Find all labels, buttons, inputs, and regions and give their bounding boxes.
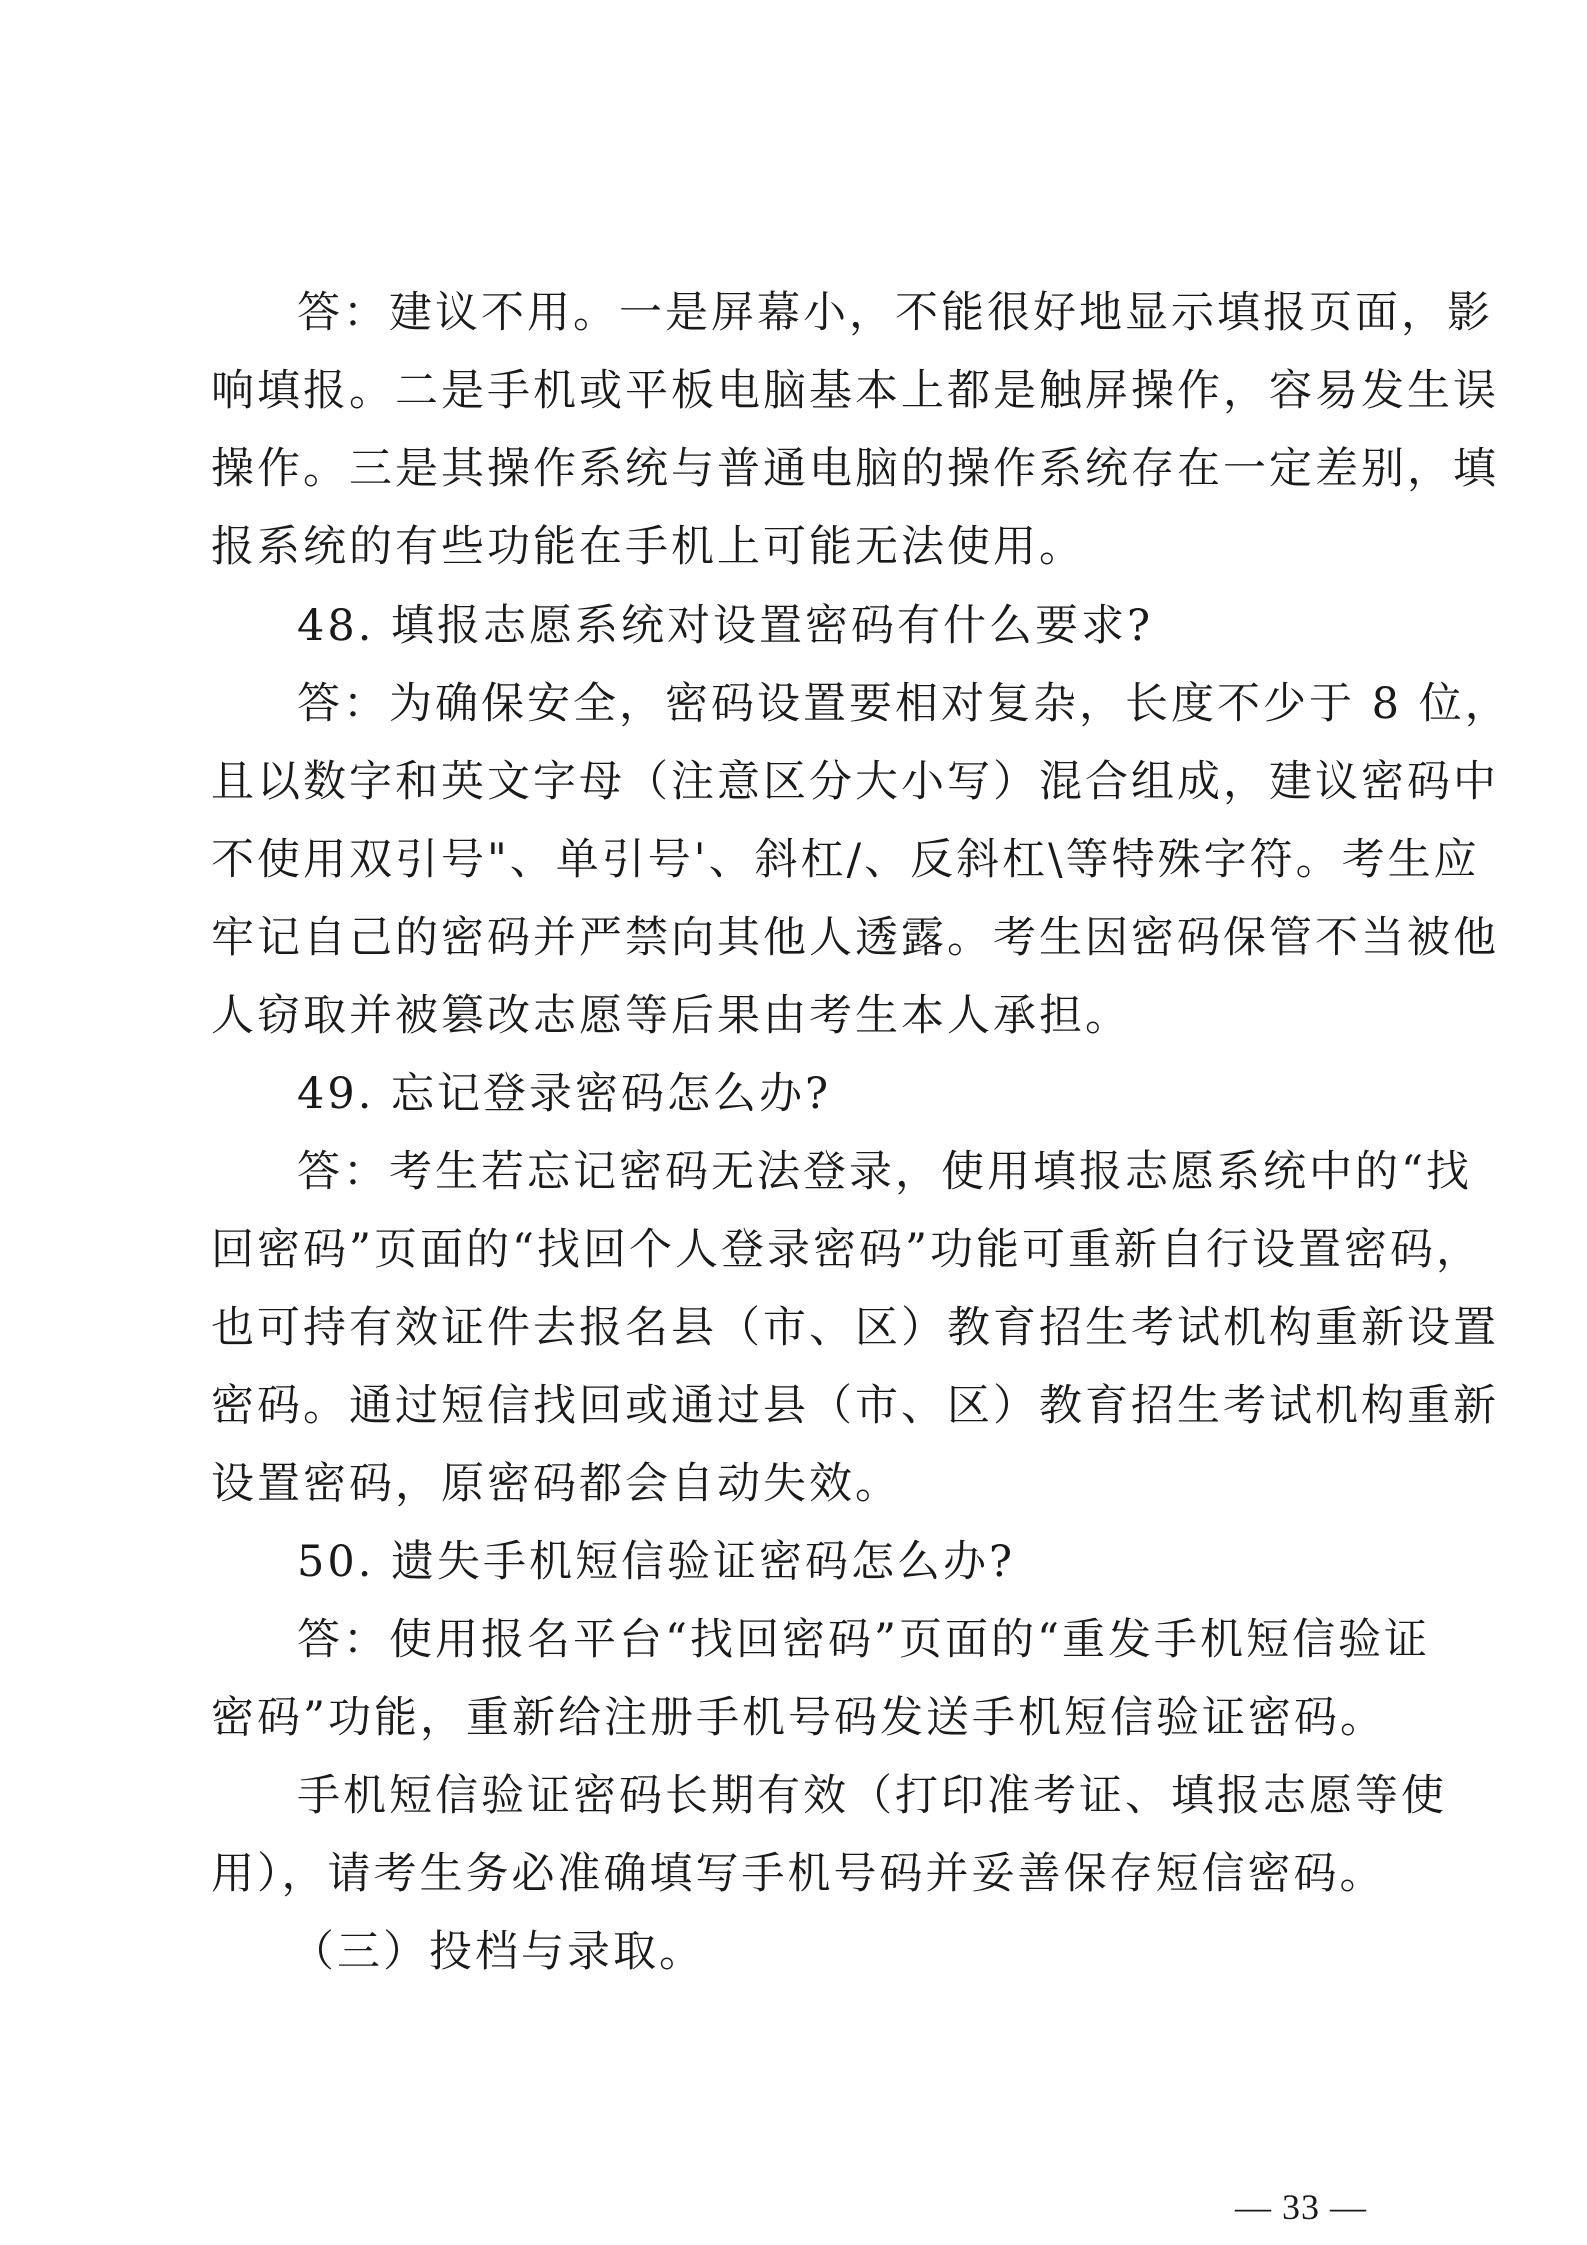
answer-49-line-3: 也可持有效证件去报名县（市、区）教育招生考试机构重新设置 — [211, 1303, 1499, 1353]
answer-47-line-2: 响填报。二是手机或平板电脑基本上都是触屏操作，容易发生误 — [211, 366, 1499, 416]
answer-47-line-3: 操作。三是其操作系统与普通电脑的操作系统存在一定差别，填 — [211, 444, 1499, 494]
answer-49-line-1: 答：考生若忘记密码无法登录，使用填报志愿系统中的“找 — [297, 1147, 1472, 1197]
answer-48-line-1: 答：为确保安全，密码设置要相对复杂，长度不少于 8 位， — [297, 679, 1511, 729]
answer-50-note-line-1: 手机短信验证密码长期有效（打印准考证、填报志愿等使 — [297, 1771, 1447, 1821]
question-49-heading: 49. 忘记登录密码怎么办? — [297, 1069, 832, 1119]
answer-50-line-1: 答：使用报名平台“找回密码”页面的“重发手机短信验证 — [297, 1615, 1430, 1665]
answer-47-line-1: 答：建议不用。一是屏幕小，不能很好地显示填报页面，影 — [297, 288, 1493, 338]
answer-48-line-4: 牢记自己的密码并严禁向其他人透露。考生因密码保管不当被他 — [211, 913, 1499, 963]
page-number: — 33 — — [1235, 2187, 1367, 2227]
answer-47-line-4: 报系统的有些功能在手机上可能无法使用。 — [211, 522, 1085, 572]
question-48-heading: 48. 填报志愿系统对设置密码有什么要求? — [297, 601, 1154, 651]
section-heading-3: （三）投档与录取。 — [291, 1927, 705, 1977]
question-50-heading: 50. 遗失手机短信验证密码怎么办? — [297, 1537, 1016, 1587]
answer-49-line-2: 回密码”页面的“找回个人登录密码”功能可重新自行设置密码， — [211, 1225, 1482, 1275]
answer-49-line-4: 密码。通过短信找回或通过县（市、区）教育招生考试机构重新 — [211, 1381, 1499, 1431]
answer-48-line-5: 人窃取并被篡改志愿等后果由考生本人承担。 — [211, 991, 1131, 1041]
answer-48-line-3: 不使用双引号"、单引号'、斜杠/、反斜杠\等特殊字符。考生应 — [211, 835, 1480, 885]
answer-48-line-2: 且以数字和英文字母（注意区分大小写）混合组成，建议密码中 — [211, 757, 1499, 807]
answer-50-line-2: 密码”功能，重新给注册手机号码发送手机短信验证密码。 — [211, 1693, 1386, 1743]
answer-50-note-line-2: 用），请考生务必准确填写手机号码并妥善保存短信密码。 — [211, 1849, 1386, 1899]
answer-49-line-5: 设置密码，原密码都会自动失效。 — [211, 1459, 901, 1509]
